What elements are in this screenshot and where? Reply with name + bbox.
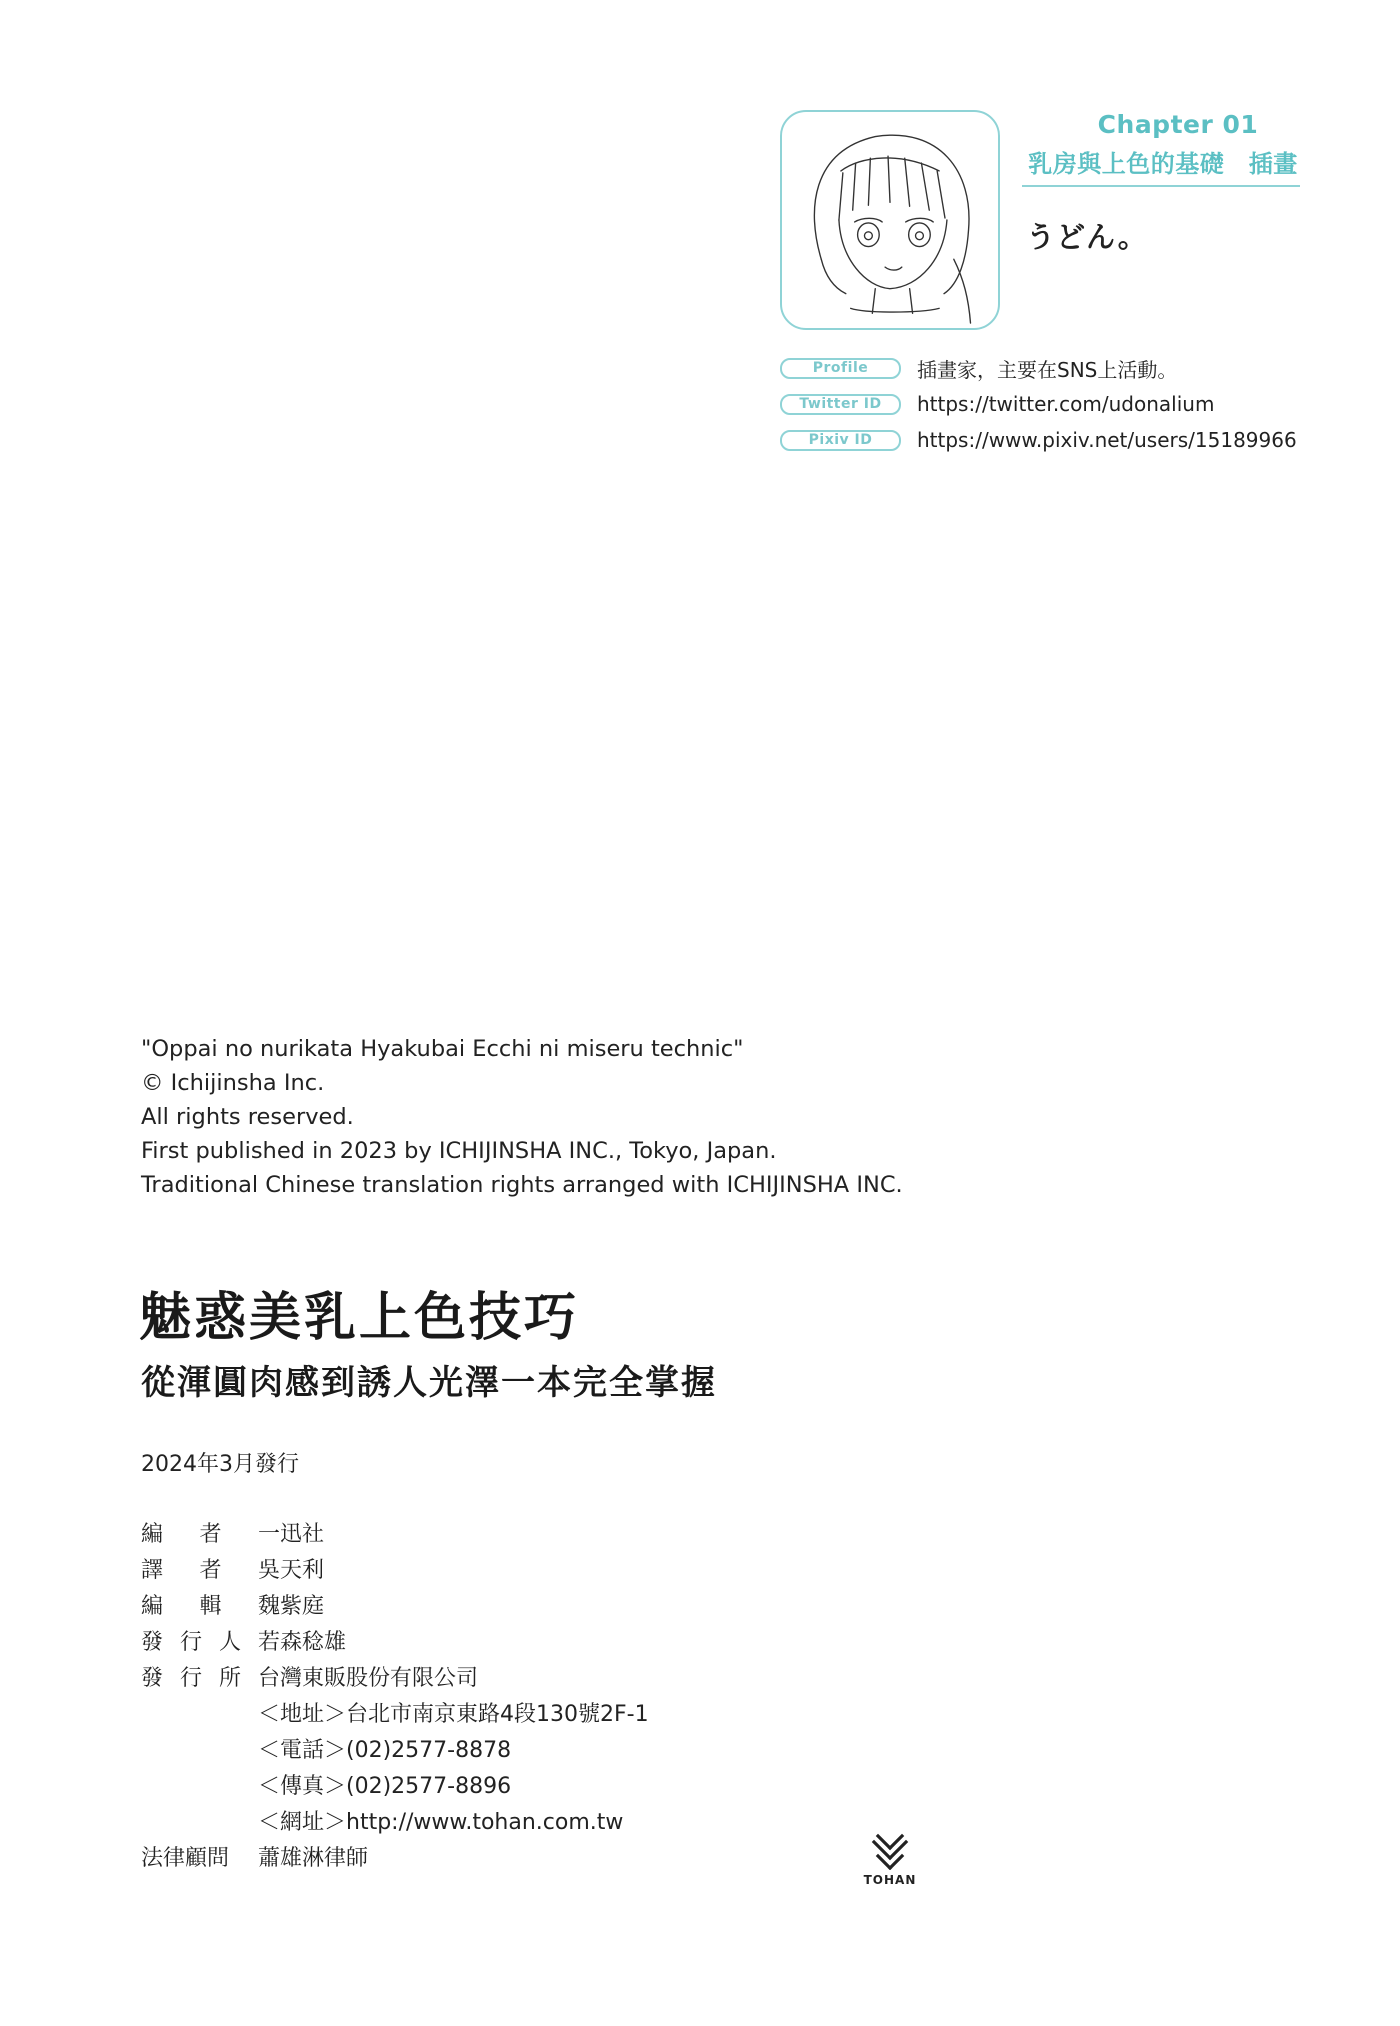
profile-row [780,356,1177,380]
publisher-person-row [141,1625,346,1655]
publisher-company-label: 發 行 所 [141,1665,242,1691]
portrait-sketch [782,112,998,328]
illustrator-portrait [780,110,1000,330]
copyright-line: © Ichijinsha Inc. [141,1070,325,1096]
publication-date: 2024年3月發行 [141,1452,299,1477]
first-published-line: First published in 2023 by ICHIJINSHA INC., Tokyo, Japan. [141,1138,777,1164]
original-title-line: "Oppai no nurikata Hyakubai Ecchi ni miseru technic" [141,1036,744,1062]
tohan-logo [860,1830,920,1890]
legal-advisor-label: 法律顧問 [141,1845,230,1871]
translator-label: 譯 者 [141,1557,222,1583]
publisher-person-label: 發 行 人 [141,1629,242,1655]
copy-editor-value: 魏紫庭 [258,1593,325,1619]
profile-value: 插畫家，主要在SNS上活動。 [917,357,1178,382]
copy-editor-row [141,1589,324,1619]
chapter-divider [1022,185,1300,187]
address-line: ＜地址＞台北市南京東路4段130號2F-1 [258,1701,649,1727]
fax-line: ＜傳真＞(02)2577-8896 [258,1773,512,1799]
publisher-company-value: 台灣東販股份有限公司 [258,1665,479,1691]
translation-rights-line: Traditional Chinese translation rights arranged with ICHIJINSHA INC. [141,1172,903,1198]
phone-line: ＜電話＞(02)2577-8878 [258,1737,512,1763]
copyright-notice [141,1032,903,1202]
editor-value: 一迅社 [258,1521,325,1547]
pixiv-tag: Pixiv ID [780,430,901,451]
book-title: 魅惑美乳上色技巧 [139,1288,580,1348]
tohan-logo-text: TOHAN [863,1873,917,1887]
twitter-link[interactable]: https://twitter.com/udonalium [917,392,1215,416]
pixiv-link[interactable]: https://www.pixiv.net/users/15189966 [917,428,1297,452]
pixiv-row [780,428,1297,452]
rights-line: All rights reserved. [141,1104,354,1130]
publisher-company-row [141,1661,478,1691]
twitter-tag: Twitter ID [780,394,901,415]
tohan-mark-icon [868,1830,912,1870]
translator-value: 吳天利 [258,1557,325,1583]
legal-advisor-row [141,1841,368,1871]
translator-row [141,1553,324,1583]
chapter-label: Chapter 01 [1097,110,1259,139]
illustrator-profile [780,110,1300,452]
legal-advisor-value: 蕭雄淋律師 [258,1845,369,1871]
chapter-title: 乳房與上色的基礎 插畫 [1028,150,1298,178]
profile-tag: Profile [780,358,901,379]
publisher-person-value: 若森稔雄 [258,1629,347,1655]
twitter-row [780,392,1214,416]
artist-name: うどん。 [1026,220,1148,254]
website-line[interactable]: ＜網址＞http://www.tohan.com.tw [258,1809,624,1835]
book-subtitle: 從渾圓肉感到誘人光澤一本完全掌握 [141,1363,717,1403]
editor-label: 編 者 [141,1521,222,1547]
copy-editor-label: 編 輯 [141,1593,222,1619]
editor-row [141,1517,324,1547]
